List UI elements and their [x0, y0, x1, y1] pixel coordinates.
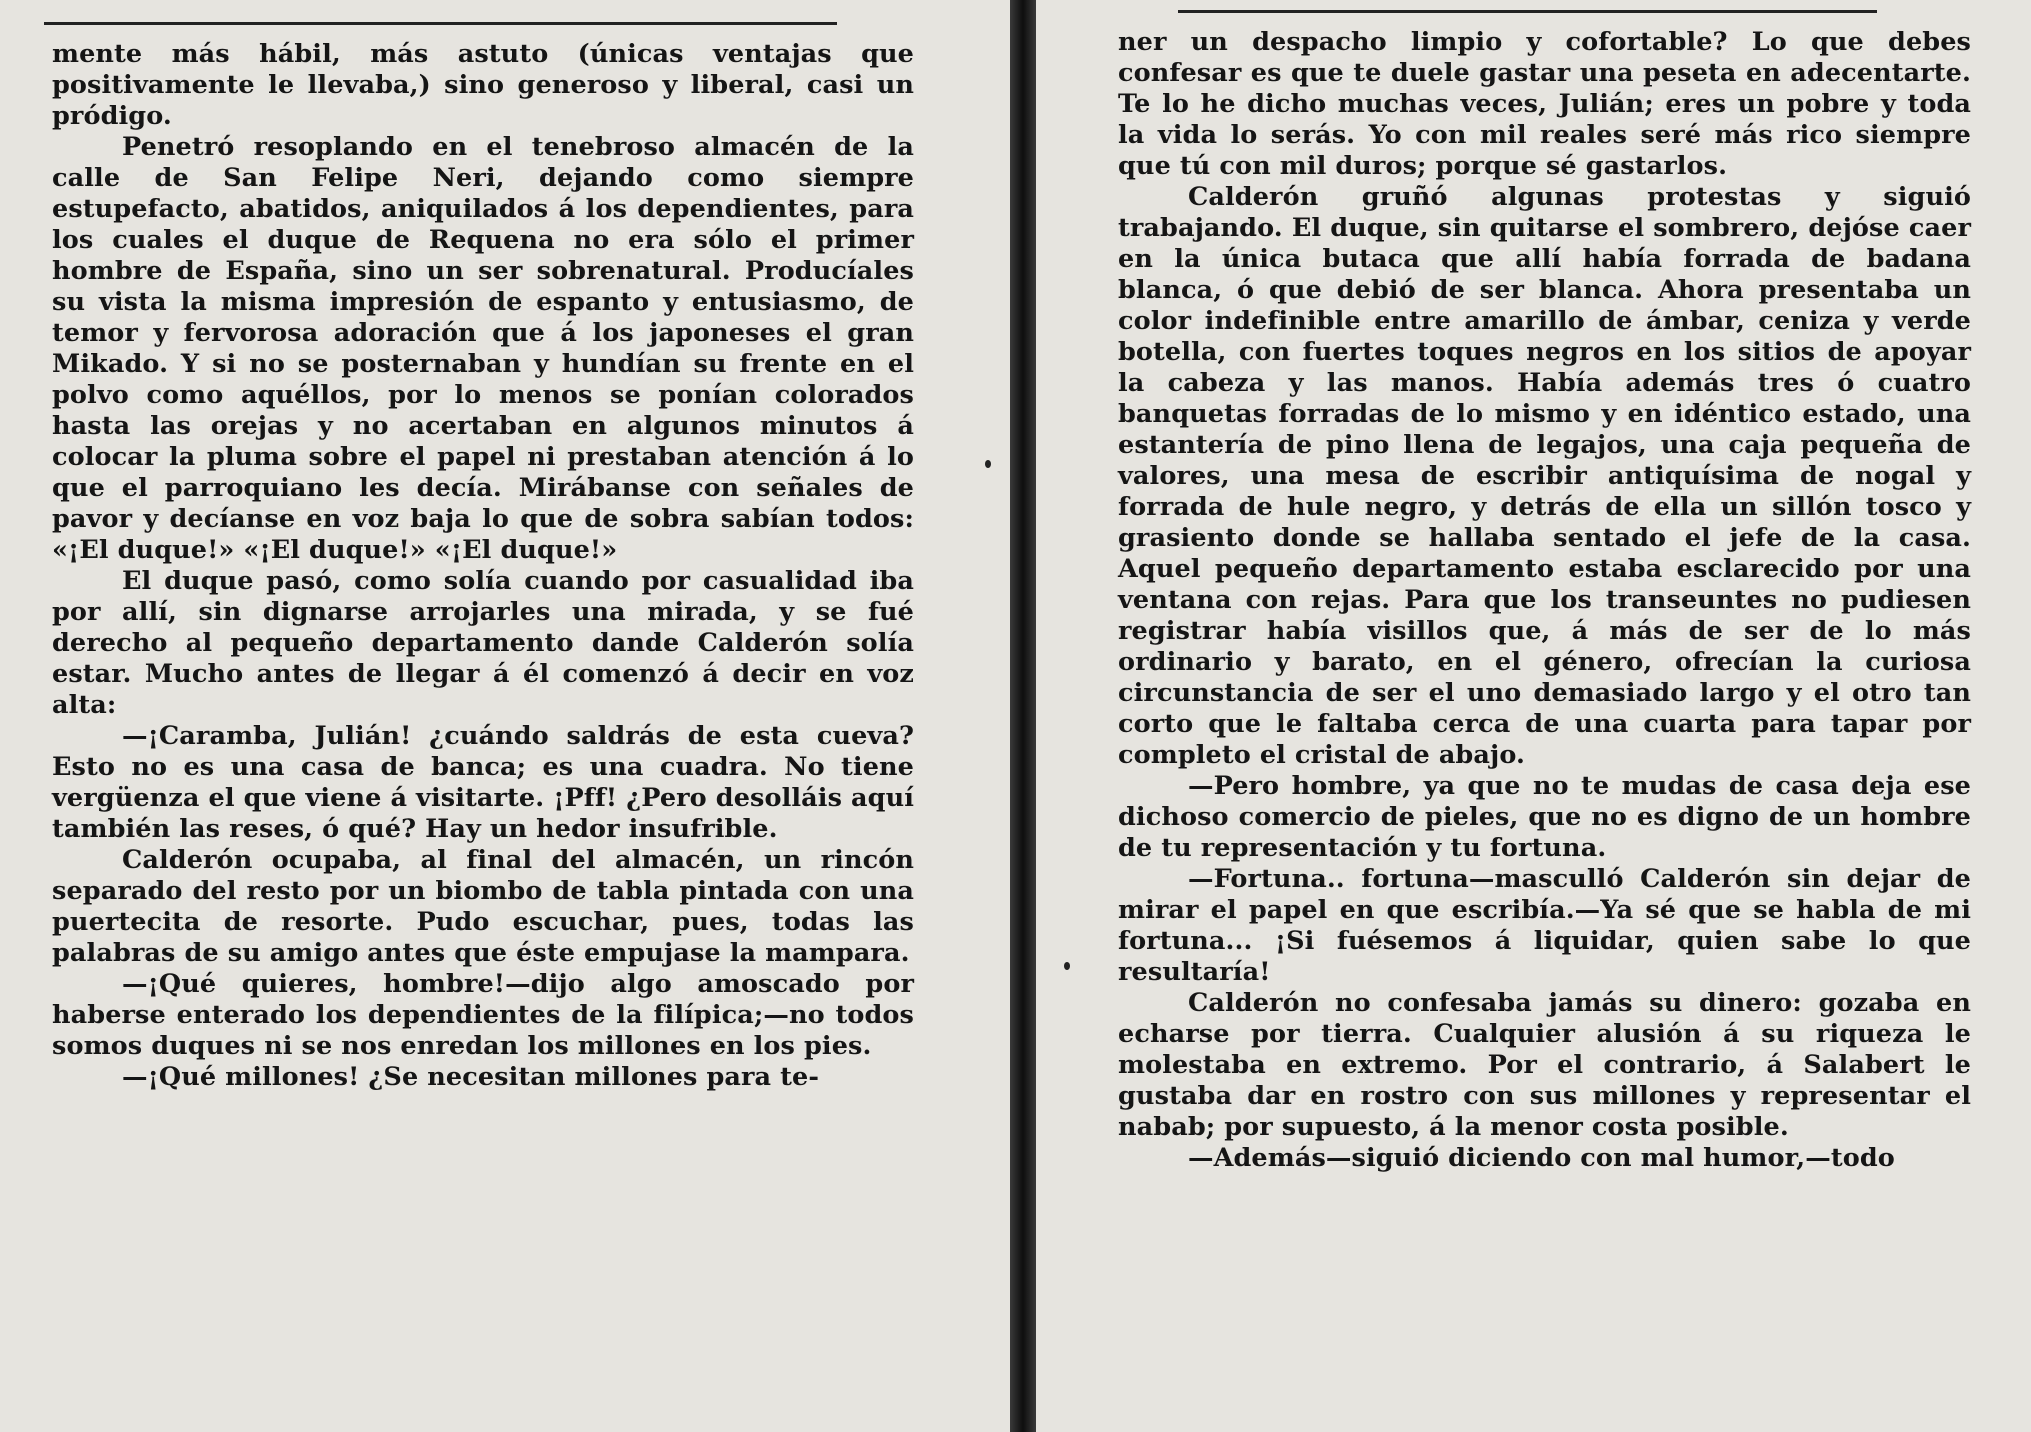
- paragraph: —¡Qué quieres, hombre!—dijo algo amoscado por haberse enterado los dependientes de la filípica;—no todos somos duques ni se nos enredan los millones en los pies.: [52, 969, 914, 1061]
- left-page: [0, 0, 1010, 1432]
- ink-speck: [985, 460, 991, 468]
- paragraph: mente más hábil, más astuto (únicas ventajas que positivamente le llevaba,) sino generoso y liberal, casi un pródigo.: [52, 39, 914, 131]
- paragraph: —Fortuna.. fortuna—masculló Calderón sin dejar de mirar el papel en que escribía.—Ya sé que se habla de mi fortuna... ¡Si fuésemos á liquidar, quien sabe lo que resultaría!: [1118, 864, 1971, 987]
- right-page-text: [1118, 27, 1971, 1174]
- paragraph: —¡Caramba, Julián! ¿cuándo saldrás de esta cueva? Esto no es una casa de banca; es una cuadra. No tiene vergüenza el que viene á visitarte. ¡Pff! ¿Pero desolláis aquí también las reses, ó qué? Hay un hedor insufrible.: [52, 721, 914, 844]
- paragraph: Calderón ocupaba, al final del almacén, un rincón separado del resto por un biombo de tabla pintada con una puertecita de resorte. Pudo escuchar, pues, todas las palabras de su amigo antes que éste empujase la mampara.: [52, 845, 914, 968]
- paragraph: El duque pasó, como solía cuando por casualidad iba por allí, sin dignarse arrojarles una mirada, y se fué derecho al pequeño departamento dande Calderón solía estar. Mucho antes de llegar á él comenzó á decir en voz alta:: [52, 566, 914, 720]
- ink-speck: [1064, 962, 1070, 970]
- paragraph: —Además—siguió diciendo con mal humor,—todo: [1188, 1143, 1895, 1173]
- left-page-text: [52, 39, 914, 1093]
- paragraph: Calderón no confesaba jamás su dinero: gozaba en echarse por tierra. Cualquier alusión á su riqueza le molestaba en extremo. Por el contrario, á Salabert le gustaba dar en rostro con sus millones y representar el nabab; por supuesto, á la menor costa posible.: [1118, 988, 1971, 1142]
- right-page: [1036, 0, 2031, 1432]
- paragraph: —¡Qué millones! ¿Se necesitan millones para te-: [122, 1062, 820, 1092]
- top-rule: [44, 22, 837, 25]
- paragraph: ner un despacho limpio y cofortable? Lo que debes confesar es que te duele gastar una peseta en adecentarte. Te lo he dicho muchas veces, Julián; eres un pobre y toda la vida lo serás. Yo con mil reales seré más rico siempre que tú con mil duros; porque sé gastarlos.: [1118, 27, 1971, 181]
- paragraph: Penetró resoplando en el tenebroso almacén de la calle de San Felipe Neri, dejando como siempre estupefacto, abatidos, aniquilados á los dependientes, para los cuales el duque de Requena no era sólo el primer hombre de España, sino un ser sobrenatural. Producíales su vista la misma impresión de espanto y entusiasmo, de temor y fervorosa adoración que á los japoneses el gran Mikado. Y si no se posternaban y hundían su frente en el polvo como aquéllos, por lo menos se ponían colorados hasta las orejas y no acertaban en algunos minutos á colocar la pluma sobre el papel ni prestaban atención á lo que el parroquiano les decía. Mirábanse con señales de pavor y decíanse en voz baja lo que de sobra sabían todos: «¡El duque!» «¡El duque!» «¡El duque!»: [52, 132, 914, 565]
- paragraph: —Pero hombre, ya que no te mudas de casa deja ese dichoso comercio de pieles, que no es digno de un hombre de tu representación y tu fortuna.: [1118, 771, 1971, 863]
- page-gutter: [1010, 0, 1036, 1432]
- top-rule: [1178, 10, 1877, 13]
- paragraph: Calderón gruñó algunas protestas y siguió trabajando. El duque, sin quitarse el sombrero, dejóse caer en la única butaca que allí había forrada de badana blanca, ó que debió de ser blanca. Ahora presentaba un color indefinible entre amarillo de ámbar, ceniza y verde botella, con fuertes toques negros en los sitios de apoyar la cabeza y las manos. Había además tres ó cuatro banquetas forradas de lo mismo y en idéntico estado, una estantería de pino llena de legajos, una caja pequeña de valores, una mesa de escribir antiquísima de nogal y forrada de hule negro, y detrás de ella un sillón tosco y grasiento donde se hallaba sentado el jefe de la casa. Aquel pequeño departamento estaba esclarecido por una ventana con rejas. Para que los transeuntes no pudiesen registrar había visillos que, á más de ser de lo más ordinario y barato, en el género, ofrecían la curiosa circunstancia de ser el uno demasiado largo y el otro tan corto que le faltaba cerca de una cuarta para tapar por completo el cristal de abajo.: [1118, 182, 1971, 770]
